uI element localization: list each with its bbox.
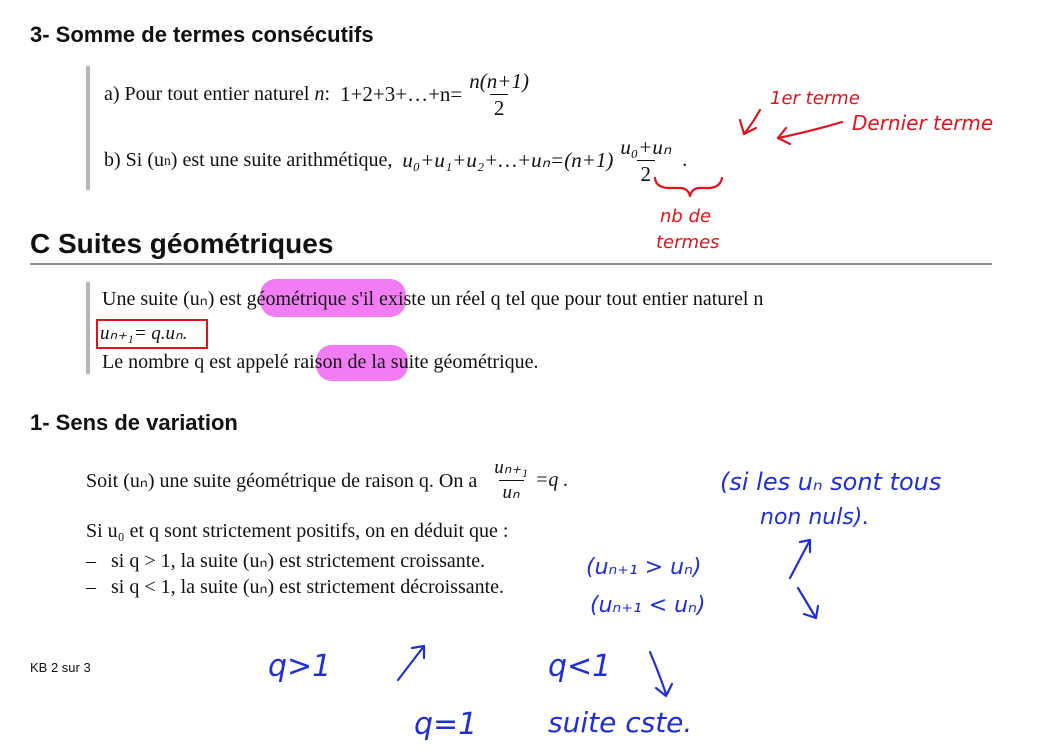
line-a-denominator: 2 <box>490 94 509 119</box>
blue-arrow-q-gt <box>398 646 424 680</box>
section-1-title: 1- Sens de variation <box>30 410 238 435</box>
line-a-var: n <box>314 83 325 106</box>
line-a-prefix: a) Pour tout entier naturel <box>104 83 310 106</box>
blue-q-eq-note: q=1 <box>414 707 478 742</box>
line-b-sum: u₀+u₁+u₂+…+uₙ=(n+1) <box>402 148 614 173</box>
blue-const-note: suite cste. <box>548 706 693 739</box>
red-arrow-first-term <box>744 110 760 134</box>
bullet-dash-2: – <box>86 576 96 598</box>
definition-line-3: Le nombre q est appelé raison de la suite géométrique. <box>102 351 539 373</box>
definition-bar <box>86 282 90 374</box>
line-a-numerator: n(n+1) <box>469 69 529 93</box>
line-b-numerator: u₀+uₙ <box>620 135 672 159</box>
definition-formula: uₙ₊₁= q.uₙ. <box>100 323 188 344</box>
bullet-increasing <box>86 548 485 573</box>
bullet-dash-1: – <box>86 550 96 572</box>
positivity-line: Si u₀ et q sont strictement positifs, on en déduit que : <box>86 520 509 542</box>
ratio-line <box>86 458 568 503</box>
blue-nonzero-note-2: non nuls). <box>760 505 870 530</box>
sum-integers-line <box>104 70 536 119</box>
line-b-prefix: b) Si (u <box>104 149 164 172</box>
section-3-title: 3- Somme de termes consécutifs <box>30 22 374 47</box>
blue-arrow-q-lt <box>650 652 666 694</box>
red-last-term-note: Dernier terme <box>852 111 994 135</box>
red-arrow-last-term <box>778 122 842 138</box>
section-c-rule <box>30 263 992 265</box>
page-footer: KB 2 sur 3 <box>30 660 91 675</box>
bullet-decreasing-text: si q < 1, la suite (uₙ) est strictement décroissante. <box>111 576 505 598</box>
blue-decreasing-note: (uₙ₊₁ < uₙ) <box>590 593 706 618</box>
bullet-decreasing <box>86 574 504 599</box>
blue-increasing-note: (uₙ₊₁ > uₙ) <box>586 555 702 580</box>
line-b-mid: ) est une suite arithmétique, <box>170 149 393 172</box>
red-first-term-note: 1er terme <box>770 88 860 109</box>
ratio-end: =q . <box>534 468 569 491</box>
blue-arrow-up <box>790 540 810 578</box>
line-b-denominator: 2 <box>637 160 656 185</box>
ratio-fraction <box>490 458 532 503</box>
section-c-title: C Suites géométriques <box>30 228 334 259</box>
ratio-numerator: uₙ₊₁ <box>494 457 528 478</box>
bullet-increasing-text: si q > 1, la suite (uₙ) est strictement croissante. <box>111 550 486 572</box>
ratio-denominator: uₙ <box>499 480 524 503</box>
blue-arrow-down <box>798 588 816 618</box>
line-b-end: . <box>682 149 688 172</box>
line-a-sum: 1+2+3+…+n= <box>340 82 463 107</box>
quote-bar <box>86 66 90 190</box>
blue-q-lt-note: q<1 <box>548 649 612 684</box>
blue-q-gt-note: q>1 <box>268 649 332 684</box>
red-termes-note: termes <box>656 232 720 253</box>
line-b-fraction <box>616 136 675 185</box>
blue-nonzero-note-1: (si les uₙ sont tous <box>720 468 942 496</box>
line-a-fraction <box>465 70 533 119</box>
red-nb-note: nb de <box>660 206 712 227</box>
arithmetic-sum-line: b) Si (u n ) est une suite arithmétique, u₀+u₁+u₂+…+uₙ=(n+1) $\frac{\text{u₀+uₙ}}{2}$ . <box>104 135 688 187</box>
definition-line-1: Une suite (uₙ) est géométrique s'il existe un réel q tel que pour tout entier naturel n <box>102 288 764 310</box>
ratio-line-text: Soit (uₙ) une suite géométrique de raison q. On a <box>86 469 478 492</box>
line-a-colon: : <box>324 83 331 106</box>
